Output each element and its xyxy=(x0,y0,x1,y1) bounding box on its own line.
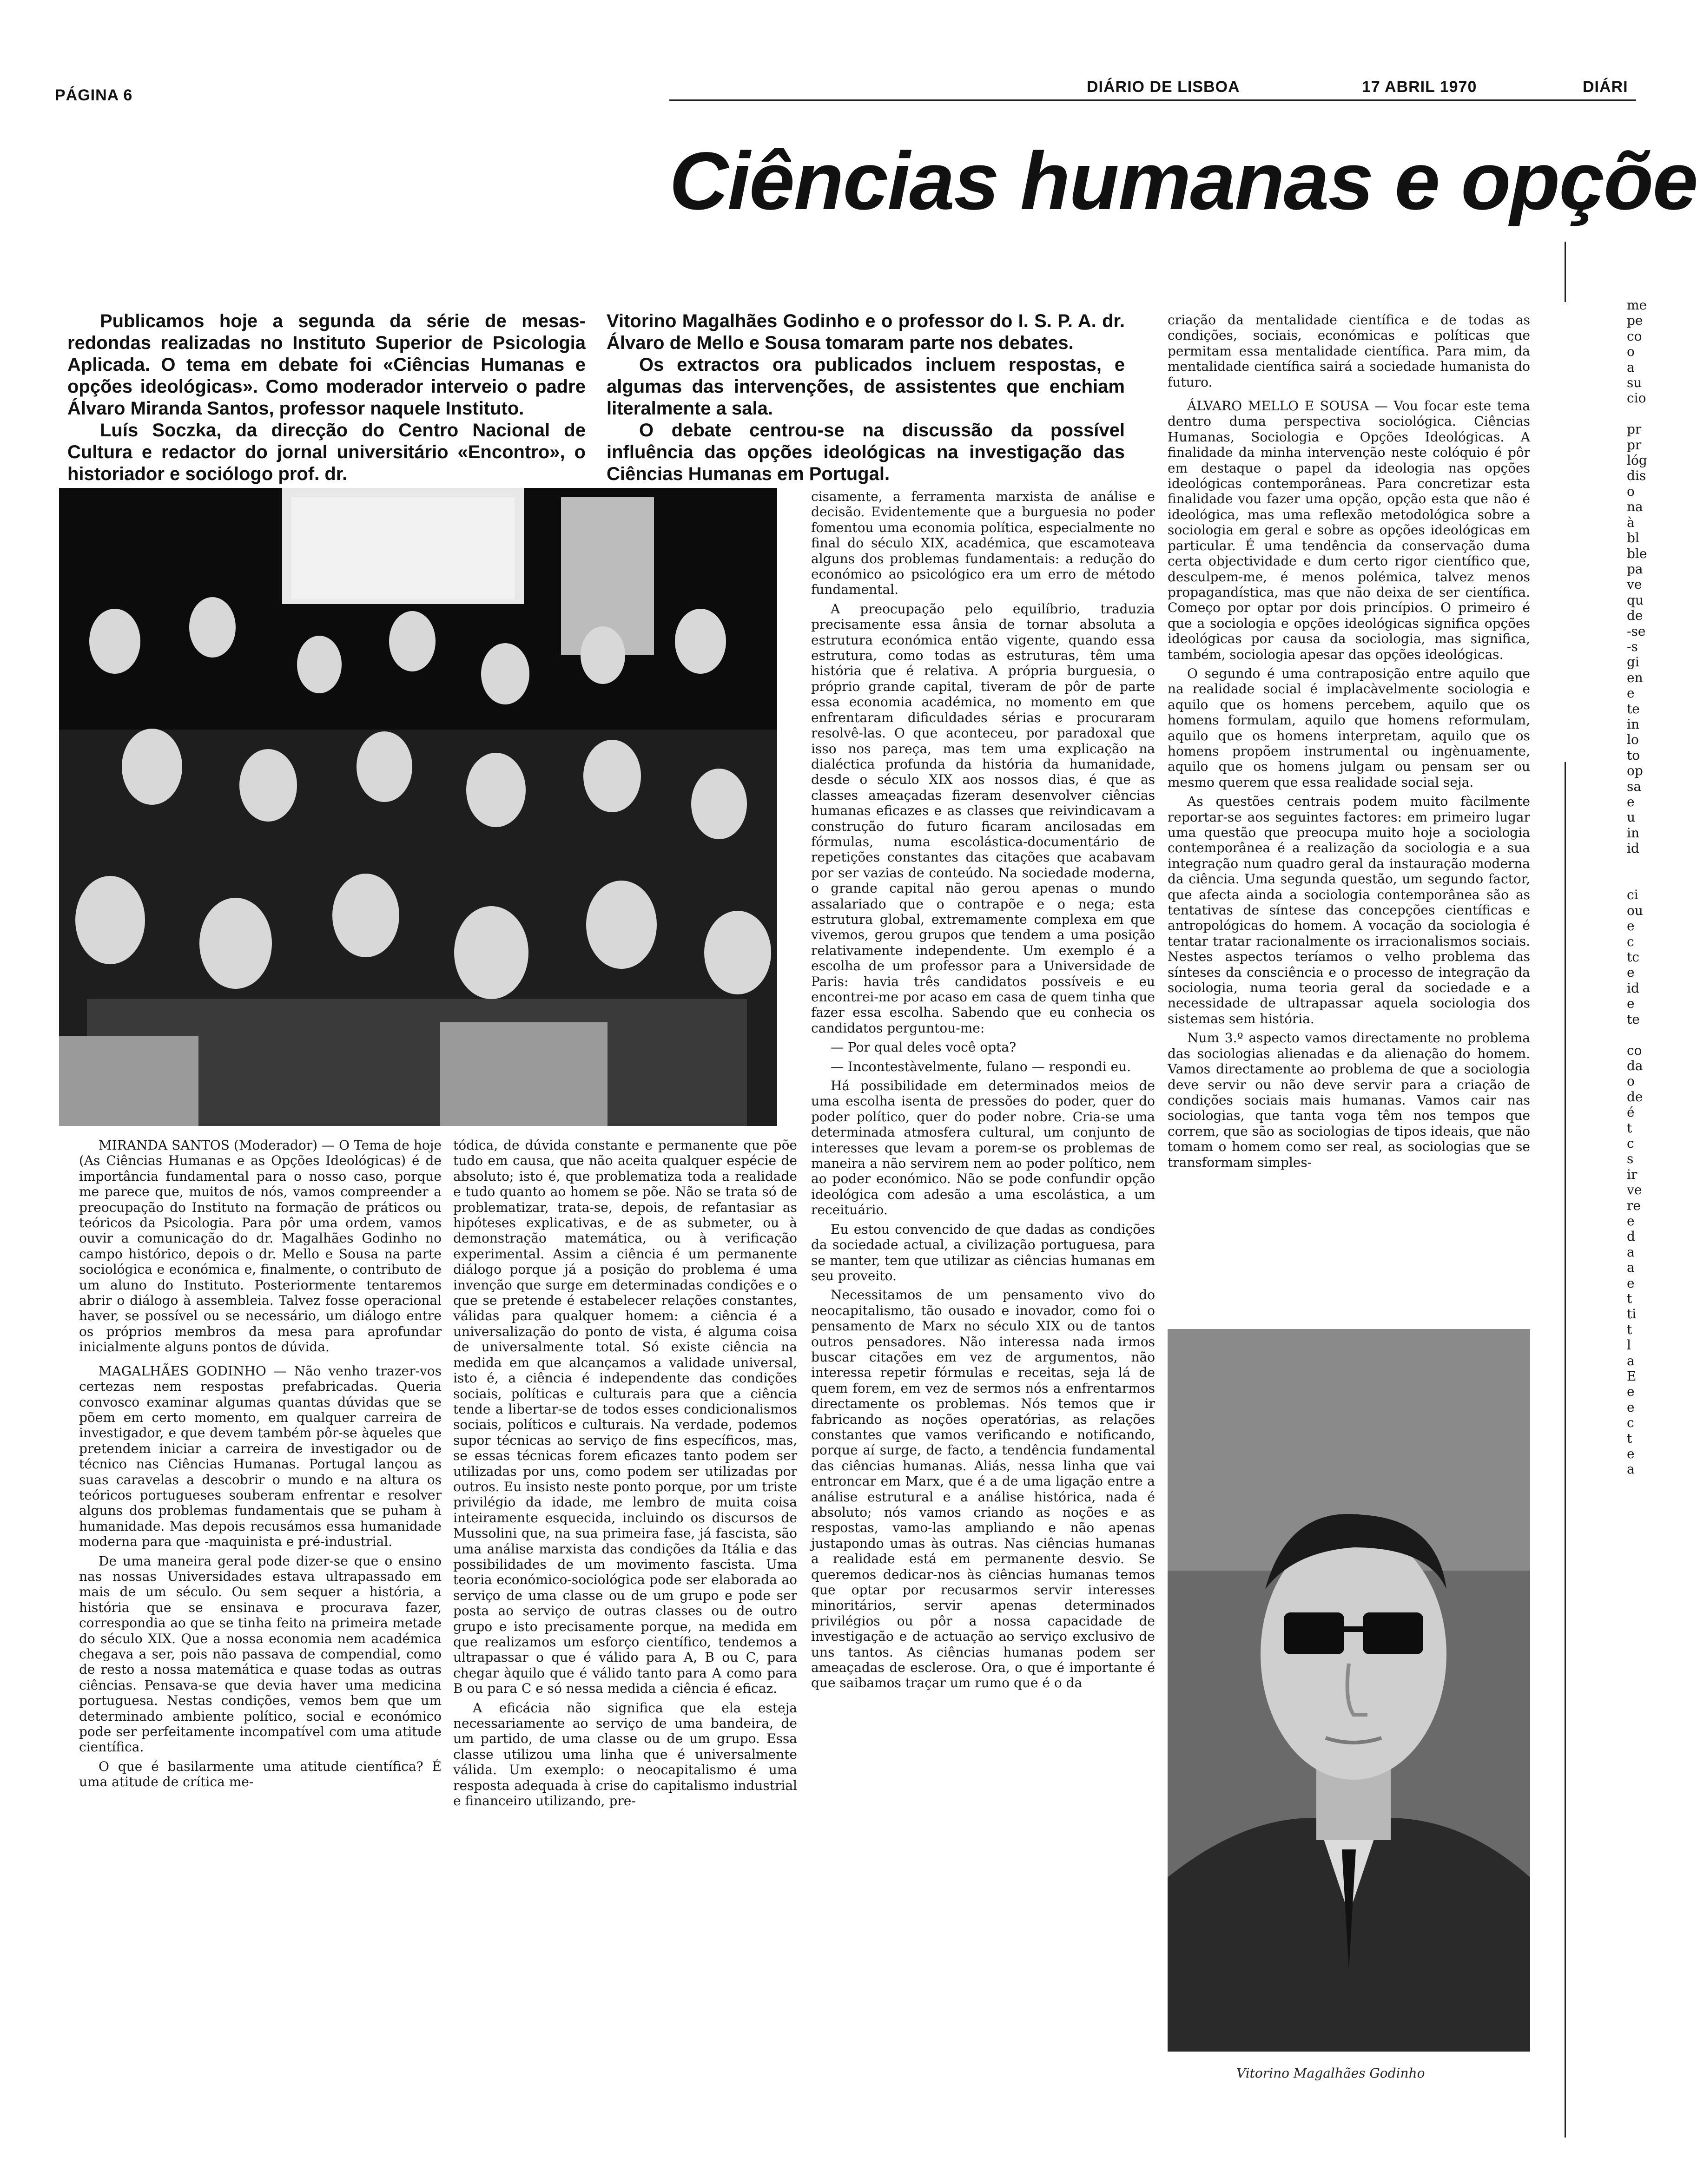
clipped-line-fragment: e xyxy=(1627,1446,1635,1462)
clipped-line-fragment: c xyxy=(1627,1415,1634,1431)
clipped-line-fragment: ve xyxy=(1627,577,1642,592)
clipped-line-fragment: en xyxy=(1627,670,1643,685)
clipped-line-fragment: pr xyxy=(1627,437,1642,453)
clipped-line-fragment: in xyxy=(1627,825,1639,841)
clipped-line-fragment: e xyxy=(1627,918,1635,934)
clipped-line-fragment: co xyxy=(1627,1042,1642,1058)
clipped-line-fragment: -s xyxy=(1627,638,1638,654)
intro-paragraph: Vitorino Magalhães Godinho e o professor do I. S. P. A. dr. Álvaro de Mello e Sousa tomaram parte nos debates. xyxy=(607,311,1125,353)
intro-paragraph: O debate centrou-se na discussão da possível influência das opções ideológicas na investigação das Ciências Humanas em Portugal. xyxy=(607,420,1125,484)
clipped-line-fragment: t xyxy=(1627,1322,1632,1337)
paragraph: Necessitamos de um pensamento vivo do neocapitalismo, tão ousado e inovador, como foi o pensamento de Marx no século XIX ou de tantos outros pensadores. Não interessa nada irmos buscar citações em vez de argumentos, não interessa repetir fórmulas e receitas, seja lá de quem forem, em vez de sermos nós a enfrentarmos directamente os problemas. Nós temos que ir fabricando as noções operatórias, as relações constantes que vamos verificando e notificando, porque aí surge, de facto, a tendência fundamental das ciências humanas. Aliás, nessa linha que vai entroncar em Marx, que é a de uma ligação entre a análise estrutural e a análise histórica, nada é absoluto; nós vamos criando as noções e as respostas, vamo-las ampliando e não apenas justapondo umas às outras. Nas ciências humanas a realidade está em permanente desvio. Se queremos dedicar-nos às ciências humanas temos que optar por recusarmos servir interesses minoritários, servir apenas determinados privilégios ou pôr a nossa capacidade de investigação e de actuação ao serviço exclusivo de uns tantos. As ciências humanas podem ser ameaçadas de esclerose. Ora, o que é importante é que saibamos traçar um rumo que é o da xyxy=(811,1287,1155,1691)
clipped-line-fragment: cio xyxy=(1627,390,1646,406)
clipped-line-fragment: t xyxy=(1627,1430,1632,1446)
clipped-line-fragment: u xyxy=(1627,809,1636,825)
clipped-line-fragment: sa xyxy=(1627,778,1642,794)
clipped-line-fragment: in xyxy=(1627,716,1639,732)
clipped-line-fragment: t xyxy=(1627,1120,1632,1136)
clipped-line-fragment: op xyxy=(1627,763,1643,779)
paragraph: Há possibilidade em determinados meios de uma escolha isenta de pressões do poder, quer do poder político, quer do poder nobre. Cria-se uma determinada atmosfera cultural, um conjunto de interesses que levam a porem-se os problemas de maneira a não servirem nem ao poder político, nem ao poder económico. Não se pode confundir opção ideológica com adesão a uma escolástica, a um receituário. xyxy=(811,1078,1155,1218)
clipped-line-fragment: gi xyxy=(1627,654,1639,670)
portrait-caption: Vitorino Magalhães Godinho xyxy=(1236,2066,1425,2081)
clipped-line-fragment: ve xyxy=(1627,1182,1642,1198)
paragraph: A eficácia não significa que ela esteja necessariamente ao serviço de uma bandeira, de um partido, de uma classe ou de um grupo. Essa classe utilizou uma linha que é universalmente válida. Um exemplo: o neocapitalismo é uma resposta adequada à crise do capitalismo industrial e financeiro utilizando, pre- xyxy=(453,1700,797,1809)
clipped-line-fragment: o xyxy=(1627,1073,1635,1089)
speaker-name: MIRANDA SANTOS (Moderador) — xyxy=(99,1138,335,1153)
header-rule xyxy=(669,99,1636,101)
clipped-line-fragment: E xyxy=(1627,1368,1637,1384)
paragraph: tódica, de dúvida constante e permanente que põe tudo em causa, que não aceita qualquer espécie de absoluto; isto é, que problematiza toda a realidade e tudo quanto ao homem se põe. Não se trata só de problematizar, trata-se, depois, de refantasiar as hipóteses explicativas, e de as submeter, ou à demonstração matemática, ou à verificação experimental. Assim a ciência é um permanente diálogo porque já a posição do problema é uma invenção que surge em determinadas condições e o que se pretende é estabelecer relações constantes, válidas para qualquer homem: a ciência é a universalização do ponto de vista, é alguma coisa de universalmente total. Só existe ciência na medida em que alcançamos a validade universal, isto é, a ciência é independente das condições sociais, políticas e culturais para que a ciência tende a libertar-se de todos esses condicionalismos sociais, políticos e culturais. Na verdade, podemos supor técnicas ao serviço de fins específicos, mas, se essas técnicas forem eficazes tanto podem ser utilizadas por uns, como podem ser utilizadas por outros. Eu insisto neste ponto porque, por um triste privilégio da idade, me lembro de muita coisa inteiramente esquecida, incluindo os discursos de Mussolini que, na sua primeira fase, já fascista, são uma análise marxista das condições da Itália e das possibilidades de um movimento fascista. Uma teoria económico-sociológica pode ser elaborada ao serviço de uma classe ou de um grupo e pode ser posta ao serviço de outras classes ou de outro grupo e isto precisamente porque, na medida em que realizamos um esforço científico, tendemos a ultrapassar o que é válido para A, B ou C, para chegar àquilo que é válido tanto para A como para B ou para C e só nessa medida a ciência é eficaz. xyxy=(453,1138,797,1697)
clipped-line-fragment: a xyxy=(1627,1353,1635,1368)
clipped-line-fragment: e xyxy=(1627,794,1635,809)
speaker-name: ÁLVARO MELLO E SOUSA — xyxy=(1187,398,1388,414)
clipped-line-fragment: e xyxy=(1627,685,1635,701)
column-rule xyxy=(1565,242,1566,302)
audience-photo xyxy=(59,488,777,1126)
clipped-line-fragment: e xyxy=(1627,1384,1635,1400)
clipped-line-fragment: bl xyxy=(1627,530,1639,546)
clipped-line-fragment: de xyxy=(1627,608,1643,624)
paragraph: De uma maneira geral pode dizer-se que o ensino nas nossas Universidades estava ultrapassado em mais de um século. Ou sem sequer a história, a história que se ensinava e procurava fazer, correspondia ao que se tinha feito na primeira metade do século XIX. Que a nossa economia nem académica chegava a ser, pois não passava de compendial, como de resto a nossa matemática e quase todas as outras ciências. Pensava-se que devia haver uma medicina portuguesa. Nestas condições, vemos bem que um determinado ambiente político, social e económico pode ser perfeitamente incompatível com uma atitude científica. xyxy=(79,1553,442,1755)
article-column-2 xyxy=(453,1138,797,2169)
paragraph: As questões centrais podem muito fàcilmente reportar-se aos seguintes factores: em primeiro lugar uma questão que preocupa muito hoje a sociologia contemporânea é a realização da sociologia e a sua integração num quadro geral da instauração moderna da ciência. Uma segunda questão, um segundo factor, que afecta ainda a sociologia contemporânea são as tentativas de síntese das concepções científicas e antropológicas do homem. A vocação da sociologia é tentar tratar racionalmente os irracionalismos sociais. Nestes aspectos teríamos o velho problema das sínteses da consciência e o processo de integração da sociologia, numa teoria geral da sociedade e a necessidade de ultrapassar aquela sociologia dos sistemas sem história. xyxy=(1168,794,1530,1026)
clipped-line-fragment: a xyxy=(1627,1244,1635,1260)
speaker-paragraph xyxy=(79,1363,442,1550)
clipped-line-fragment: o xyxy=(1627,344,1635,360)
clipped-line-fragment: lo xyxy=(1627,732,1639,748)
clipped-line-fragment: pr xyxy=(1627,421,1642,437)
paragraph: Num 3.º aspecto vamos directamente no problema das sociologias alienadas e da alienação do homem. Vamos directamente ao problema de que a sociologia deve servir ou não deve servir para a criação de condições sociais mais humanas. Vamos cair nas sociologias, que tanta voga têm nos tempos que correm, que são as sociologias de tipos ideais, que não tomam o homem como ser real, as sociologias que se transformam simples- xyxy=(1168,1030,1530,1170)
speaker-paragraph xyxy=(1168,398,1530,662)
clipped-line-fragment: e xyxy=(1627,1213,1635,1229)
article-column-3 xyxy=(811,489,1155,2169)
clipped-line-fragment: e xyxy=(1627,996,1635,1012)
clipped-line-fragment: co xyxy=(1627,328,1642,344)
clipped-line-fragment: a xyxy=(1627,359,1635,375)
clipped-line-fragment: tc xyxy=(1627,949,1639,965)
intro-column-1 xyxy=(67,310,586,485)
clipped-line-fragment xyxy=(1627,872,1636,887)
paragraph: Eu estou convencido de que dadas as condições da sociedade actual, a civilização portuguesa, para se manter, tem que utilizar as ciências humanas em seu proveito. xyxy=(811,1221,1155,1283)
clipped-line-fragment: to xyxy=(1627,747,1640,763)
newspaper-name: DIÁRIO DE LISBOA xyxy=(1087,78,1240,96)
clipped-line-fragment xyxy=(1627,406,1636,421)
clipped-line-fragment: de xyxy=(1627,1089,1643,1105)
article-column-4 xyxy=(1168,312,1530,1297)
paragraph: — Incontestàvelmente, fulano — respondi eu. xyxy=(831,1059,1131,1074)
clipped-line-fragment: id xyxy=(1627,980,1639,996)
paragraph: — Por qual deles você opta? xyxy=(831,1039,1017,1055)
clipped-line-fragment: a xyxy=(1627,1461,1635,1477)
paragraph: cisamente, a ferramenta marxista de análise e decisão. Evidentemente que a burguesia no poder fomentou uma economia política, especialmente no final do século XIX, académica, que escamoteava alguns dos problemas fundamentais: a redução do económico ao psicológico era um erro de método fundamental. xyxy=(811,489,1155,598)
clipped-line-fragment: te xyxy=(1627,1011,1640,1027)
clipped-line-fragment: à xyxy=(1627,514,1635,530)
clipped-line-fragment: da xyxy=(1627,1058,1643,1073)
paragraph: O segundo é uma contraposição entre aquilo que na realidade social é implacàvelmente sociologia e aquilo que os homens percebem, aquilo que os homens formulam, aquilo que homens reformulam, aquilo que os homens interpretam, aquilo que os homens propõem instrumental ou ingènuamente, aquilo que os homens julgam ou pensam ser ou mesmo querem que essa realidade social seja. xyxy=(1168,665,1530,790)
clipped-line-fragment xyxy=(1627,856,1636,872)
clipped-line-fragment: lóg xyxy=(1627,453,1647,468)
intro-column-2 xyxy=(607,310,1125,485)
clipped-line-fragment: e xyxy=(1627,1275,1635,1291)
clipped-line-fragment: id xyxy=(1627,841,1639,856)
clipped-line-fragment: e xyxy=(1627,1399,1635,1415)
clipped-line-fragment: l xyxy=(1627,1337,1631,1353)
clipped-line-fragment: su xyxy=(1627,375,1642,391)
speaker-name: MAGALHÃES GODINHO — xyxy=(99,1363,287,1379)
headline: Ciências humanas e opçõe xyxy=(669,136,1697,227)
clipped-line-fragment xyxy=(1627,1027,1636,1042)
clipped-line-fragment: c xyxy=(1627,934,1634,949)
portrait-photo xyxy=(1168,1329,1530,2052)
clipped-line-fragment: ou xyxy=(1627,902,1643,918)
next-page-fragment: DIÁRI xyxy=(1583,78,1628,96)
speaker-paragraph xyxy=(79,1138,442,1355)
clipped-line-fragment: ir xyxy=(1627,1166,1638,1182)
clipped-line-fragment: c xyxy=(1627,1135,1634,1151)
clipped-line-fragment: a xyxy=(1627,1260,1635,1276)
clipped-line-fragment: na xyxy=(1627,499,1643,515)
intro-paragraph: Luís Soczka, da direcção do Centro Nacional de Cultura e redactor do jornal universitário «Encontro», o historiador e sociólogo prof. dr. xyxy=(67,420,586,484)
page-number: PÁGINA 6 xyxy=(55,86,133,104)
clipped-line-fragment: te xyxy=(1627,701,1640,717)
paragraph-text: O Tema de hoje (As Ciências Humanas e as Opções Ideológicas) é de importância fundamental para o nosso caso, porque me parece que, muitos de nós, vamos compreender a preocupação do Instituto na formação de práticos ou teóricos da Psicologia. Para pôr uma ordem, vamos ouvir a comunicação do dr. Magalhães Godinho no campo histórico, depois o dr. Mello e Sousa na parte sociológica e económica e, finalmente, o contributo de um aluno do Instituto. Posteriormente tentaremos abrir o diálogo à assembleia. Talvez fosse operacional haver, se possível ou se necessário, um diálogo entre os próprios membros da mesa para aprofundar inicialmente alguns pontos de dúvida. xyxy=(79,1138,442,1355)
clipped-line-fragment: t xyxy=(1627,1291,1632,1306)
clipped-line-fragment: pe xyxy=(1627,313,1643,329)
paragraph-text: Vou focar este tema dentro duma perspectiva sociológica. Ciências Humanas, Sociologia e Opções Ideológicas. A finalidade da minha intervenção neste colóquio é pôr em destaque o papel da ideologia nas opções ideológicas contemporâneas. Para concretizar esta finalidade vou fazer uma opção, opção esta que não é ideológica, mas uma reflexão metodológica sobre a sociologia em geral e sobre as opções ideológicas em particular. É uma tendência da conservação duma certa objectividade e dum certo rigor científico que, desculpem-me, é menos polémica, talvez menos propagandística, mas que não deixa de ser científica. Começo por optar por dois princípios. O primeiro é que a sociologia e opções ideológicas significa opções ideológicas por causa da sociologia, mas significa, também, sociologia apesar das opções ideológicas. xyxy=(1168,398,1530,662)
clipped-line-fragment: re xyxy=(1627,1197,1641,1213)
clipped-line-fragment: o xyxy=(1627,483,1635,499)
column-rule xyxy=(1565,762,1566,2138)
paragraph: O que é basilarmente uma atitude científica? É uma atitude de crítica me- xyxy=(79,1758,442,1790)
clipped-line-fragment: me xyxy=(1627,297,1647,313)
intro-paragraph: Os extractos ora publicados incluem respostas, e algumas das intervenções, de assistentes que enchiam literalmente a sala. xyxy=(607,355,1125,419)
paragraph: A preocupação pelo equilíbrio, traduzia precisamente essa ânsia de tornar absoluta a estrutura económica então vigente, quando essa estrutura, como todas as estruturas, têm uma história que é relativa. A própria burguesia, o próprio grande capital, tiveram de pôr de parte essa economia académica, no momento em que enfrentaram dificuldades sérias e procuraram resolvê-las. O que aconteceu, por paradoxal que isso nos pareça, mas tem uma explicação na dialéctica profunda da história da humanidade, desde o século XIX aos nossos dias, é que as classes ameaçadas fizeram desenvolver ciências humanas eficazes e as classes que reivindicavam a construção do futuro ficaram ancilosadas em fórmulas, numa escolástica-documentário de repetições constantes das citações que acabavam por ser vazias de conteúdo. Na sociedade moderna, o grande capital não gerou apenas o mundo assalariado que o contrapõe e o nega; esta estrutura global, extremamente complexa em que vivemos, gerou grupos que tendem a uma posição relativamente independente. Um exemplo é a escolha de um professor para a Universidade de Paris: havia três candidatos possíveis e eu encontrei-me por acaso em casa de quem tinha que fazer essa escolha. Sabendo que eu conhecia os candidatos perguntou-me: xyxy=(811,601,1155,1036)
clipped-line-fragment: ble xyxy=(1627,546,1647,561)
clipped-line-fragment: é xyxy=(1627,1105,1635,1120)
issue-date: 17 ABRIL 1970 xyxy=(1362,78,1477,96)
clipped-line-fragment: e xyxy=(1627,965,1635,980)
clipped-line-fragment: ci xyxy=(1627,887,1638,903)
clipped-line-fragment: qu xyxy=(1627,592,1644,608)
paragraph: criação da mentalidade científica e de todas as condições, sociais, económicas e políticas que permitam essa mentalidade científica. Para mim, da mentalidade científica sairá a sociedade humanista do futuro. xyxy=(1168,312,1530,390)
clipped-next-page-column xyxy=(1627,297,1647,2175)
intro-paragraph: Publicamos hoje a segunda da série de mesas-redondas realizadas no Instituto Superior de Psicologia Aplicada. O tema em debate foi «Ciências Humanas e opções ideológicas». Como moderador interveio o padre Álvaro Miranda Santos, professor naquele Instituto. xyxy=(67,311,586,419)
clipped-line-fragment: pa xyxy=(1627,561,1643,577)
paragraph-text: Não venho trazer-vos certezas nem respostas prefabricadas. Queria convosco examinar algumas quantas dúvidas que se põem em certo momento, em qualquer carreira de investigador, e que devem também pôr-se àqueles que pretendem iniciar a carreira de investigador ou de técnico nas Ciências Humanas. Portugal lançou as suas caravelas a descobrir o mundo e na altura os teóricos portugueses souberam enfrentar e resolver alguns dos problemas fundamentais que se puham à humanidade. Mas depois recusámos essa humanidade moderna para que -maquinista e pré-industrial. xyxy=(79,1363,442,1550)
article-column-1 xyxy=(79,1138,442,2169)
clipped-line-fragment: d xyxy=(1627,1229,1635,1244)
clipped-line-fragment: ti xyxy=(1627,1306,1637,1322)
clipped-line-fragment: s xyxy=(1627,1151,1634,1167)
clipped-line-fragment: -se xyxy=(1627,623,1646,639)
clipped-line-fragment: dis xyxy=(1627,468,1646,484)
